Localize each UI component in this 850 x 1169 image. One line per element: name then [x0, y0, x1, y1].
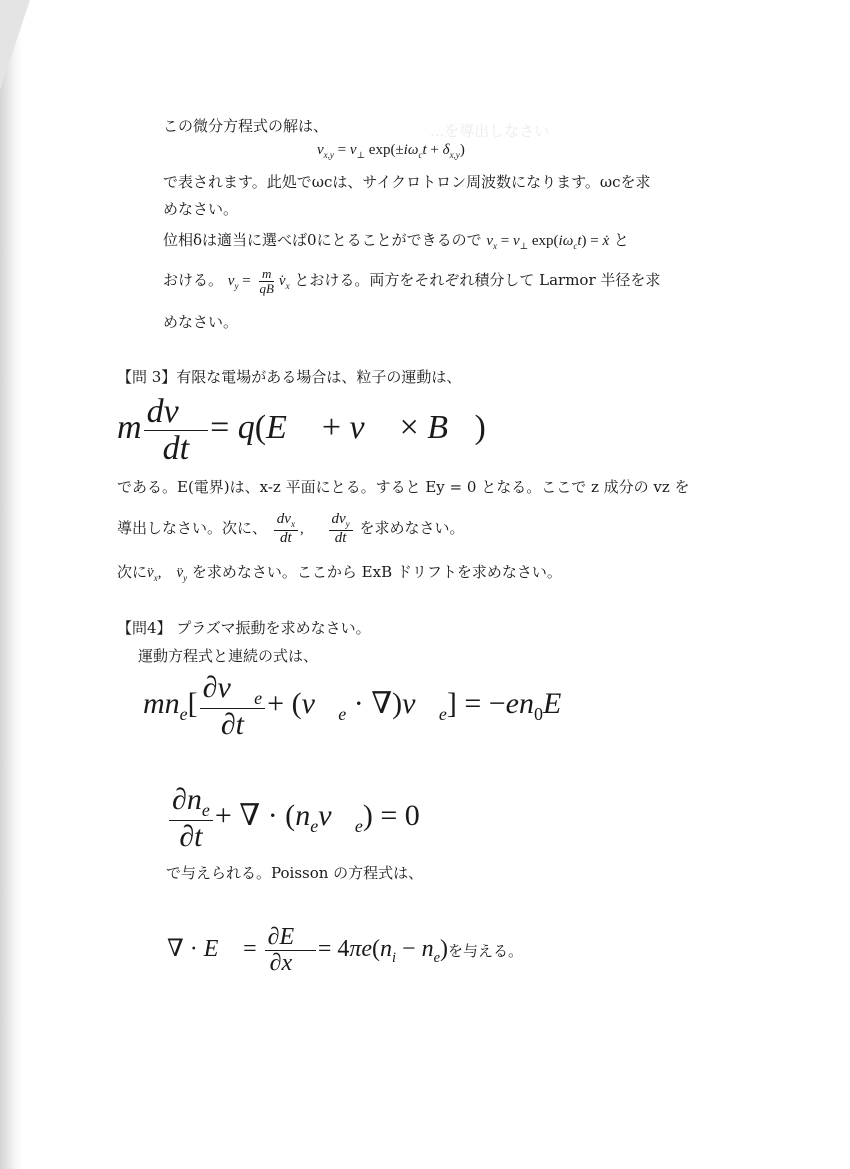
- dvy-dt: $\frac{dv_y}{dt}$: [327, 521, 355, 537]
- problem3-heading: 【問 3】有限な電場がある場合は、粒子の運動は、: [117, 368, 462, 386]
- phase-text-label: 位相δは適当に選べば0にとることができるので: [163, 231, 482, 249]
- vy-equation: $v_y$ = $\frac{m}{qB}$ $v̇_x$: [227, 266, 290, 297]
- cyclotron-text: で表されます。此処でωcは、サイクロトロン周波数になります。ωcを求: [163, 173, 651, 191]
- dvx-dt: $\frac{dv_x}{dt}$ ,: [272, 521, 304, 537]
- problem3-line3: [117, 562, 562, 588]
- page-fold: [0, 0, 30, 90]
- continuity-equation: $\frac{\partial n_e}{\partial t}$ + ∇ · $(n_ev⃗_e) = 0$: [167, 784, 420, 852]
- poisson-equation: ∇ · E⃗ = $\frac{\partial E⃗}{\partial x⃗}$ = $4\pi e(n_i - n_e)$を与える。: [167, 924, 523, 977]
- problem3-line3-suffix: を求めなさい。ここから ExB ドリフトを求めなさい。: [191, 563, 562, 581]
- lorentz-equation: m $\frac{dv⃗}{dt}$ = q(E⃗ + v⃗ × B⃗): [117, 393, 486, 467]
- vx-ddot: $v̈_x$, $v̈_y$: [147, 565, 188, 583]
- page-edge-shadow: [0, 0, 22, 1169]
- vx-equation: $v_x = v_\perp$ $\exp(i\omega_ct)$ = ẋ: [486, 233, 610, 251]
- phase-text-end: と: [613, 231, 629, 249]
- problem4-heading: 【問4】 プラズマ振動を求めなさい。: [117, 619, 371, 637]
- vy-suffix: とおける。両方をそれぞれ積分して Larmor 半径を求: [294, 271, 661, 289]
- problem4-intro: 運動方程式と連続の式は、: [138, 647, 319, 665]
- vy-line: [163, 262, 660, 304]
- problem3-line1: である。E(電界)は、x-z 平面にとる。すると Ey = 0 となる。ここで z 成分の vz を: [117, 478, 690, 496]
- problem3-line2-suffix: を求めなさい。: [359, 519, 465, 537]
- solution-intro: この微分方程式の解は、: [163, 117, 329, 135]
- poisson-suffix: を与える。: [447, 942, 523, 961]
- bleed-through-text: ...を導出しなさい: [430, 122, 550, 140]
- problem4-given: で与えられる。Poisson の方程式は、: [166, 864, 424, 882]
- momentum-equation: $mn_e$[ $\frac{\partial v⃗_e}{\partial t}$ + ($v⃗_e$ · $\nabla)v⃗_e$] = $-en_0E⃗$: [143, 671, 585, 741]
- problem3-line3-prefix: 次に: [117, 563, 148, 581]
- cyclotron-text-2: めなさい。: [163, 200, 239, 218]
- vy-suffix-2: めなさい。: [163, 313, 239, 331]
- solution-equation: $v_{x,y} = v_\perp$ $\exp(\pm i\omega_ct + \delta_{x,y})$: [317, 142, 465, 160]
- phase-text: [163, 230, 629, 256]
- problem3-line2: [117, 508, 464, 549]
- problem3-line2-prefix: 導出しなさい。次に、: [117, 519, 268, 537]
- vy-prefix: おける。: [163, 271, 224, 289]
